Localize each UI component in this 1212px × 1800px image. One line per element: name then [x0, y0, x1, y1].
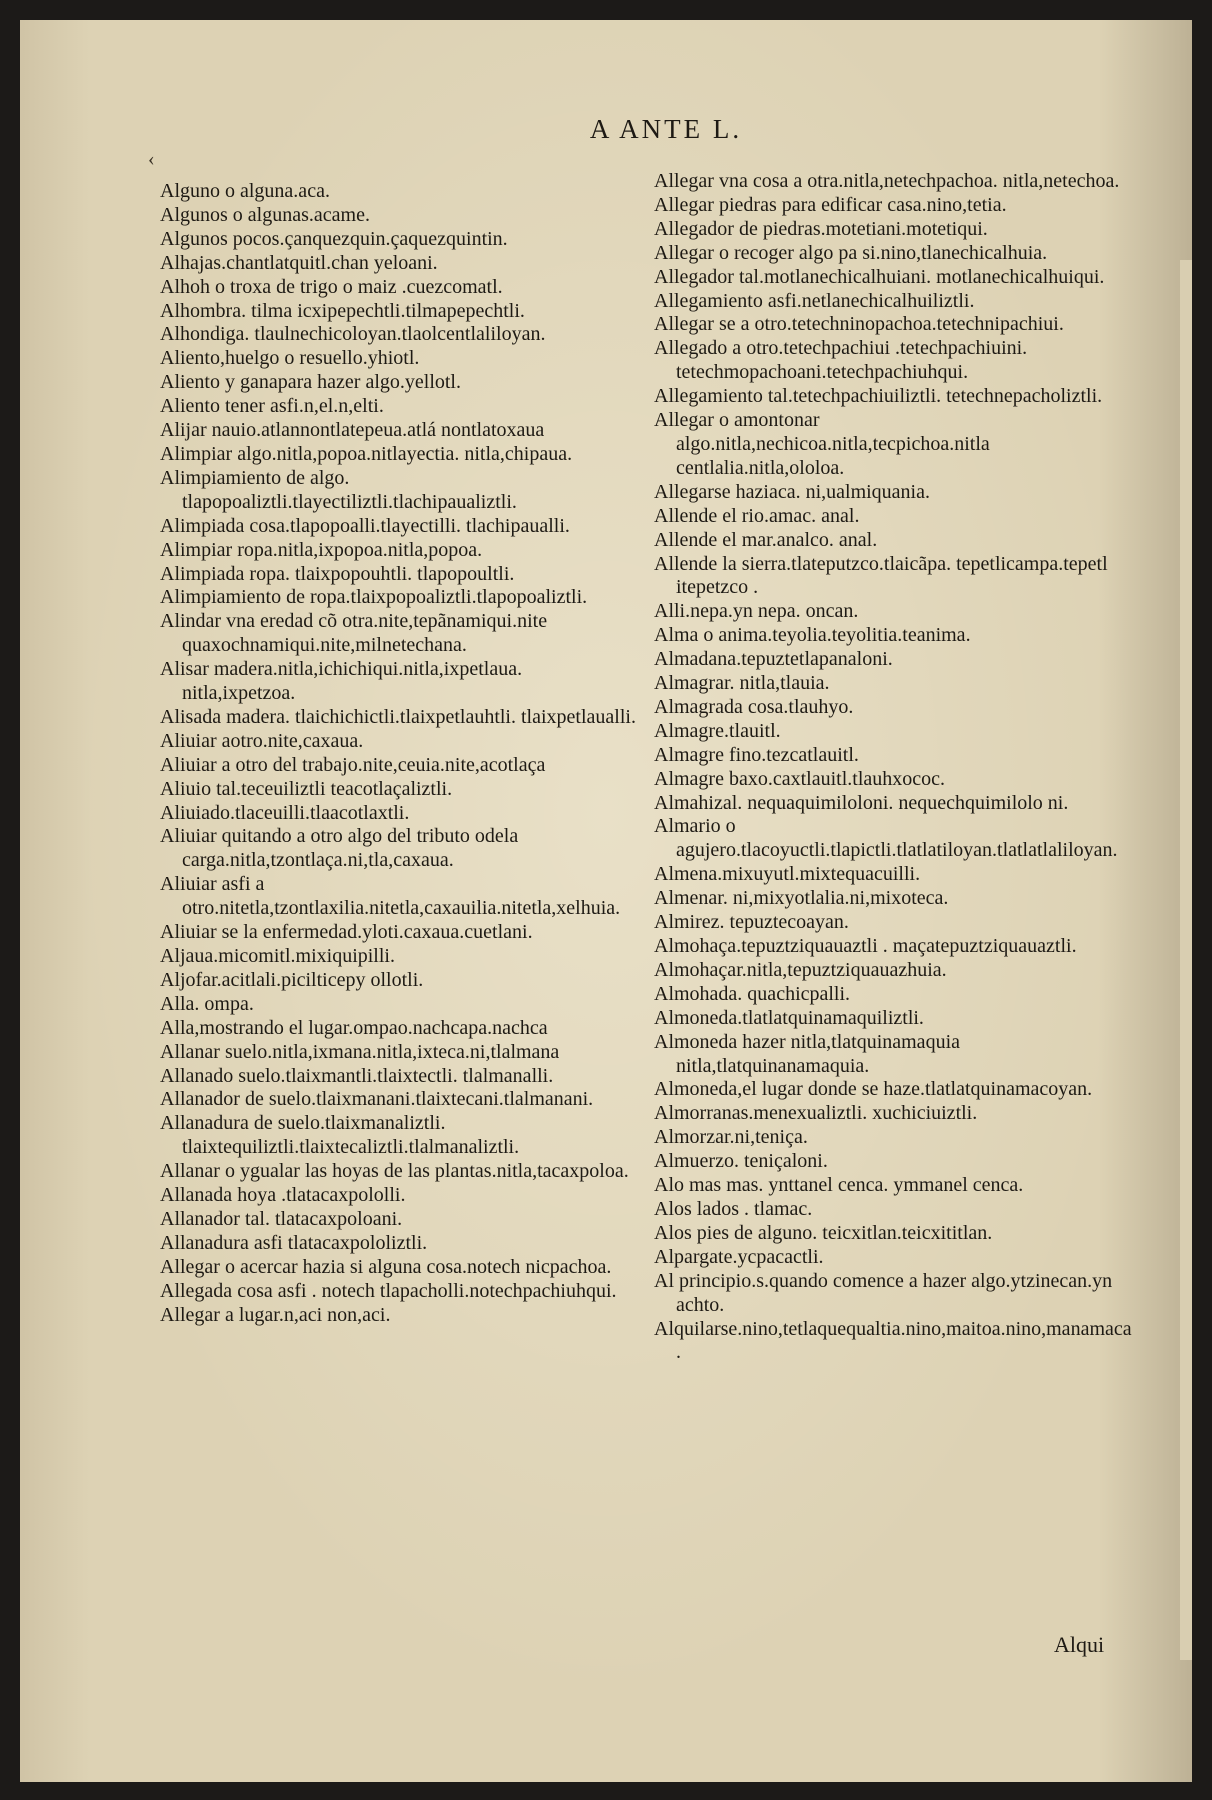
dictionary-entry: Almagrada cosa.tlauhyo. [654, 695, 854, 718]
dictionary-entry: Aljaua.micomitl.mixiquipilli. [160, 945, 395, 967]
dictionary-entry: Aliuiar a otro del trabajo.nite,ceuia.nite,acotlaça [160, 753, 546, 776]
dictionary-entry: Alindar vna eredad cõ otra.nite,tepãnamiqui.nite quaxochnamiqui.nite,milnetechana. [160, 610, 548, 657]
dictionary-entry: Allegar a lugar.n,aci non,aci. [160, 1303, 391, 1326]
dictionary-entry: Allanar o ygualar las hoyas de las plantas.nitla,tacaxpoloa. [160, 1160, 629, 1183]
dictionary-entry: Allegador tal.motlanechicalhuiani. motlanechicalhuiqui. [654, 265, 1105, 288]
dictionary-entry: Allegar vna cosa a otra.nitla,netechpachoa. nitla,netechoa. [654, 170, 1120, 192]
dictionary-entry: Allegador de piedras.motetiani.motetiqui. [654, 217, 988, 240]
dictionary-entry: Alisar madera.nitla,ichichiqui.nitla,ixpetlaua. nitla,ixpetzoa. [160, 658, 523, 705]
dictionary-entry: Allegar o recoger algo pa si.nino,tlanechicalhuia. [654, 241, 1048, 264]
dictionary-entry: Allanado suelo.tlaixmantli.tlaixtectli. tlalmanalli. [160, 1064, 554, 1087]
left-column [160, 180, 638, 1328]
dictionary-entry: Aliuiar quitando a otro algo del tributo odela carga.nitla,tzontlaça.ni,tla,caxaua. [160, 825, 519, 872]
dictionary-entry: Alhajas.chantlatquitl.chan yeloani. [160, 251, 438, 274]
dictionary-entry: Alhoh o troxa de trigo o maiz .cuezcomatl. [160, 275, 503, 298]
dictionary-entry: Allegamiento asfi.netlanechicalhuiliztli. [654, 289, 975, 312]
dictionary-entry: Almoneda.tlatlatquinamaquiliztli. [654, 1006, 924, 1029]
dictionary-entry: Almahizal. nequaquimiloloni. nequechquimilolo ni. [654, 791, 1069, 814]
dictionary-entry: Almagre baxo.caxtlauitl.tlauhxococ. [654, 767, 946, 790]
dictionary-entry: Alimpiada ropa. tlaixpopouhtli. tlapopoultli. [160, 562, 515, 585]
running-title: A ANTE L. [589, 114, 743, 144]
dictionary-entry: Aliento tener asfi.n,el.n,elti. [160, 395, 384, 418]
dictionary-entry: Alquilarse.nino,tetlaquequaltia.nino,maitoa.nino,manamaca. [654, 1317, 1132, 1364]
dictionary-entry: Almario o agujero.tlacoyuctli.tlapictli.tlatlatiloyan.tlatlatlaliloyan. [654, 815, 1118, 862]
dictionary-entry: Allanada hoya .tlatacaxpololli. [160, 1184, 406, 1207]
corner-mark: ‹ [148, 148, 155, 170]
dictionary-entry: Almagre.tlauitl. [654, 719, 781, 742]
dictionary-entry: Aliento y ganapara hazer algo.yellotl. [160, 371, 461, 394]
dictionary-entry: Allanadura asfi tlatacaxpololiztli. [160, 1231, 428, 1254]
catchword: Alqui [1054, 1632, 1105, 1657]
dictionary-entry: Alimpiar algo.nitla,popoa.nitlayectia. nitla,chipaua. [160, 442, 573, 465]
dictionary-entry: Alimpiar ropa.nitla,ixpopoa.nitla,popoa. [160, 538, 483, 561]
dictionary-entry: Alijar nauio.atlannontlatepeua.atlá nontlatoxaua [160, 419, 545, 442]
dictionary-entry: Almoneda hazer nitla,tlatquinamaquia nitla,tlatquinanamaquia. [654, 1030, 960, 1077]
dictionary-entry: Aliuiar se la enfermedad.yloti.caxaua.cuetlani. [160, 921, 533, 944]
dictionary-entry: Almohaça.tepuztziquauaztli . maçatepuztziquauaztli. [654, 935, 1077, 957]
dictionary-entry: Allanador de suelo.tlaixmanani.tlaixtecani.tlalmanani. [160, 1088, 594, 1111]
dictionary-entry: Alla,mostrando el lugar.ompao.nachcapa.nachca [160, 1016, 548, 1039]
dictionary-entry: Al principio.s.quando comence a hazer algo.ytzinecan.yn achto. [654, 1269, 1113, 1316]
dictionary-entry: Allegarse haziaca. ni,ualmiquania. [654, 480, 930, 503]
dictionary-entry: Alos pies de alguno. teicxitlan.teicxititlan. [654, 1221, 993, 1244]
dictionary-entry: Almenar. ni,mixyotlalia.ni,mixoteca. [654, 887, 949, 910]
dictionary-entry: Allanadura de suelo.tlaixmanaliztli. tlaixtequiliztli.tlaixtecaliztli.tlalmanaliztli. [160, 1112, 520, 1159]
dictionary-entry: Almena.mixuyutl.mixtequacuilli. [654, 863, 921, 886]
dictionary-entry: Algunos pocos.çanquezquin.çaquezquintin. [160, 227, 508, 250]
dictionary-entry: Almohada. quachicpalli. [654, 982, 851, 1005]
dictionary-entry: Almagrar. nitla,tlauia. [654, 672, 830, 695]
dictionary-entry: Aliuiar asfi a otro.nitetla,tzontlaxilia.nitetla,caxauilia.nitetla,xelhuia. [160, 873, 621, 920]
dictionary-entry: Algunos o algunas.acame. [160, 203, 370, 226]
dictionary-entry: Alma o anima.teyolia.teyolitia.teanima. [654, 624, 971, 647]
dictionary-entry: Aliento,huelgo o resuello.yhiotl. [160, 347, 420, 370]
dictionary-entry: Almuerzo. teniçaloni. [654, 1150, 828, 1173]
dictionary-entry: Almadana.tepuztetlapanaloni. [654, 648, 893, 671]
dictionary-entry: Alhombra. tilma icxipepechtli.tilmapepechtli. [160, 299, 525, 322]
dictionary-entry: Allegar o acercar hazia si alguna cosa.notech nicpachoa. [160, 1255, 612, 1278]
dictionary-entry: Allegamiento tal.tetechpachiuiliztli. tetechnepacholiztli. [654, 385, 1103, 408]
dictionary-entry: Aliuio tal.teceuiliztli teacotlaçaliztli. [160, 777, 453, 800]
dictionary-entry: Alisada madera. tlaichichictli.tlaixpetlauhtli. tlaixpetlaualli. [160, 705, 636, 728]
right-column [654, 170, 1132, 1365]
dictionary-entry: Almagre fino.tezcatlauitl. [654, 743, 859, 766]
dictionary-entry: Allegar piedras para edificar casa.nino,tetia. [654, 193, 1007, 216]
dictionary-entry: Allegado a otro.tetechpachiui .tetechpachiuini. tetechmopachoani.tetechpachiuhqui. [654, 337, 1028, 384]
dictionary-entry: Aljofar.acitlali.picilticepy ollotli. [160, 968, 424, 991]
dictionary-entry: Aliuiado.tlaceuilli.tlaacotlaxtli. [160, 801, 410, 824]
dictionary-entry: Alhondiga. tlaulnechicoloyan.tlaolcentlaliloyan. [160, 323, 546, 346]
dictionary-entry: Allende el mar.analco. anal. [654, 528, 878, 551]
dictionary-entry: Almorzar.ni,teniça. [654, 1126, 808, 1149]
dictionary-entry: Alimpiamiento de algo. tlapopoaliztli.tlayectiliztli.tlachipaualiztli. [160, 466, 517, 513]
dictionary-entry: Almorranas.menexualiztli. xuchiciuiztli. [654, 1102, 978, 1125]
dictionary-entry: Alos lados . tlamac. [654, 1197, 813, 1220]
dictionary-entry: Alla. ompa. [160, 992, 254, 1015]
dictionary-entry: Allende la sierra.tlateputzco.tlaicãpa. tepetlicampa.tepetl itepetzco . [654, 552, 1108, 599]
dictionary-entry: Alimpiamiento de ropa.tlaixpopoaliztli.tlapopoaliztli. [160, 586, 588, 609]
dictionary-entry: Allegar o amontonar algo.nitla,nechicoa.nitla,tecpichoa.nitla centlalia.nitla,ololoa. [654, 409, 990, 479]
dictionary-entry: Allanador tal. tlatacaxpoloani. [160, 1207, 403, 1230]
dictionary-entry: Alo mas mas. ynttanel cenca. ymmanel cenca. [654, 1174, 1024, 1197]
facing-page-edge [1180, 260, 1192, 1660]
dictionary-entry: Allegada cosa asfi . notech tlapacholli.notechpachiuhqui. [160, 1279, 617, 1302]
dictionary-entry: Allende el rio.amac. anal. [654, 504, 860, 527]
dictionary-entry: Alguno o alguna.aca. [160, 180, 330, 202]
dictionary-entry: Alpargate.ycpacactli. [654, 1245, 824, 1268]
dictionary-entry: Allanar suelo.nitla,ixmana.nitla,ixteca.ni,tlalmana [160, 1040, 560, 1063]
dictionary-entry: Alli.nepa.yn nepa. oncan. [654, 600, 859, 623]
dictionary-entry: Alimpiada cosa.tlapopoalli.tlayectilli. tlachipaualli. [160, 514, 570, 537]
dictionary-entry: Allegar se a otro.tetechninopachoa.tetechnipachiui. [654, 313, 1064, 336]
dictionary-entry: Almohaçar.nitla,tepuztziquauazhuia. [654, 958, 947, 981]
dictionary-entry: Almirez. tepuztecoayan. [654, 911, 849, 934]
dictionary-entry: Almoneda,el lugar donde se haze.tlatlatquinamacoyan. [654, 1078, 1093, 1101]
dictionary-entry: Aliuiar aotro.nite,caxaua. [160, 729, 364, 752]
